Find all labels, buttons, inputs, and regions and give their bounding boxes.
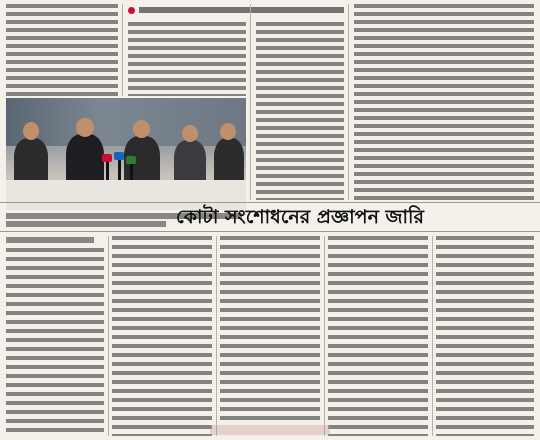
continued-from-reference (6, 237, 94, 243)
photo-head (76, 118, 94, 137)
top-article-column-2 (128, 22, 246, 96)
column-divider (432, 236, 433, 436)
photo-head (182, 125, 198, 142)
press-conference-photo (6, 98, 246, 210)
photo-head (133, 120, 150, 138)
column-divider (108, 236, 109, 436)
article-text (6, 248, 104, 436)
top-subhead-text (139, 7, 344, 13)
caption-line (6, 221, 166, 227)
article-text (354, 4, 534, 200)
column-divider (250, 4, 251, 200)
top-article-column-3 (256, 22, 344, 200)
photo-background-wall (6, 98, 246, 146)
column-divider (122, 4, 123, 96)
main-headline: কোটা সংশোধনের প্রজ্ঞাপন জারি (176, 206, 424, 228)
article-text (112, 236, 212, 436)
top-article-column-1 (6, 4, 118, 96)
article-text (220, 236, 320, 422)
article-text (6, 4, 118, 96)
article-text (128, 22, 246, 96)
column-divider (348, 4, 349, 200)
photo-person (66, 134, 104, 184)
bottom-article-column-1 (6, 248, 104, 436)
red-bullet-icon (128, 7, 135, 14)
photo-microphone-head (114, 152, 124, 160)
bottom-article-column-2 (112, 236, 212, 436)
photo-person (214, 138, 244, 184)
bottom-article-column-3 (220, 236, 320, 422)
photo-person (174, 140, 206, 184)
column-divider (324, 236, 325, 436)
section-divider (0, 231, 540, 232)
top-article-column-4 (354, 4, 534, 200)
top-subhead (128, 4, 344, 16)
photo-microphone-head (126, 156, 136, 164)
bottom-article-column-5 (436, 236, 534, 436)
photo-person (14, 138, 48, 184)
column-divider (216, 236, 217, 436)
photo-head (220, 123, 236, 140)
photo-head (23, 122, 39, 140)
photo-microphone-head (102, 154, 112, 162)
section-divider (0, 202, 540, 203)
article-text (328, 236, 428, 436)
article-text (436, 236, 534, 436)
continued-to-reference (210, 425, 330, 435)
article-text (256, 22, 344, 200)
bottom-article-column-4 (328, 236, 428, 436)
